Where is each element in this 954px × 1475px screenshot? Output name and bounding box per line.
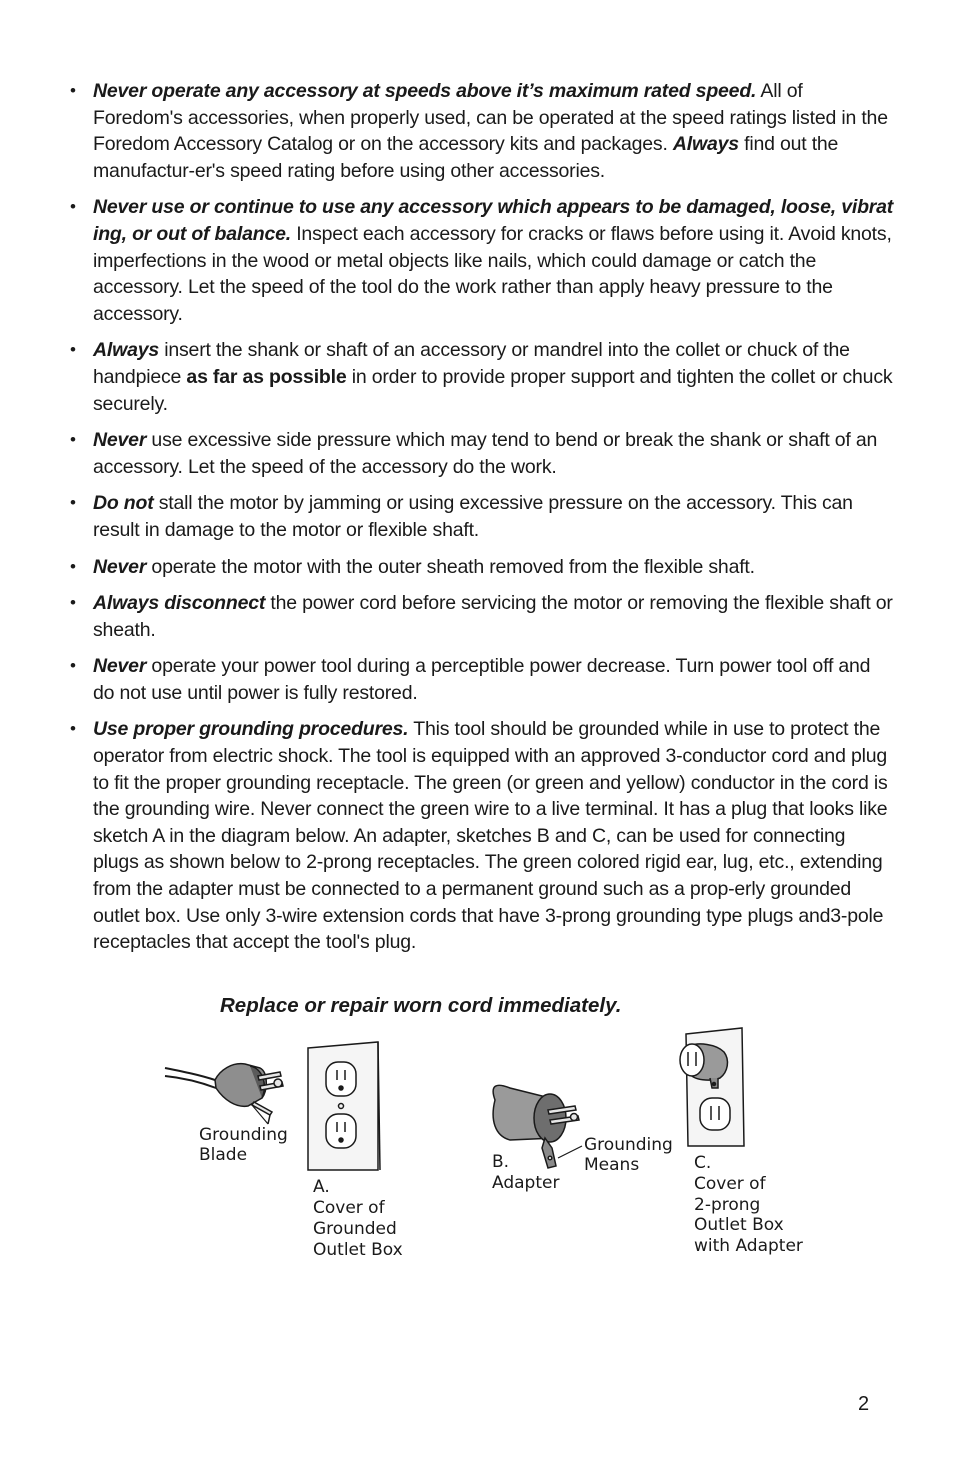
bullet-item bbox=[70, 554, 894, 581]
bullet-lead: Always bbox=[93, 339, 160, 362]
bullet-item bbox=[70, 427, 894, 480]
bullet-item bbox=[70, 194, 894, 327]
bullet-text: the power cord before servicing the motor or removing the flexible shaft or sheath. bbox=[93, 592, 893, 641]
safety-bullet-list bbox=[70, 78, 894, 966]
sketch-a-label: Cover of bbox=[313, 1198, 385, 1218]
bullet-text: operate the motor with the outer sheath removed from the flexible shaft. bbox=[146, 555, 755, 578]
bullet-emphasis: Always bbox=[672, 133, 739, 156]
bullet-item bbox=[70, 490, 894, 543]
bullet-item bbox=[70, 716, 894, 955]
grounding-means-label: Means bbox=[584, 1155, 640, 1175]
bullet-emphasis: as far as possible bbox=[186, 365, 347, 388]
two-prong-outlet-with-adapter-icon bbox=[680, 1028, 744, 1146]
bullet-item bbox=[70, 78, 894, 184]
bullet-lead: Always disconnect bbox=[93, 592, 266, 615]
bullet-lead: Never operate any accessory at speeds above it’s maximum rated speed. bbox=[93, 80, 757, 102]
sketch-c-label: with Adapter bbox=[694, 1236, 803, 1256]
sketch-b-label: B. bbox=[492, 1152, 510, 1172]
grounding-blade-label: Grounding bbox=[199, 1125, 288, 1145]
grounding-diagram bbox=[150, 1020, 830, 1280]
sketch-c-label: 2-prong bbox=[694, 1195, 761, 1215]
sketch-a-label: Grounded bbox=[313, 1219, 397, 1239]
three-prong-plug-icon bbox=[165, 1064, 283, 1124]
grounding-means-label: Grounding bbox=[584, 1135, 673, 1155]
bullet-item bbox=[70, 653, 894, 706]
bullet-item bbox=[70, 590, 894, 643]
bullet-text: insert the shank or shaft of an accessory or mandrel into the collet or chuck of the handpiece bbox=[93, 339, 850, 388]
diagram-title: Replace or repair worn cord immediately. bbox=[220, 994, 622, 1017]
bullet-lead: Never use or continue to use any accessory which appears to be damaged, loose, vibrat ing, or out of balance. bbox=[93, 196, 894, 245]
bullet-text: stall the motor by jamming or using excessive pressure on the accessory. This can result in damage to the motor or flexible shaft. bbox=[93, 492, 853, 541]
sketch-a-label: Outlet Box bbox=[313, 1240, 403, 1260]
grounded-outlet-icon bbox=[308, 1042, 380, 1170]
bullet-text: operate your power tool during a perceptible power decrease. Turn power tool off and do not use until power is fully restored. bbox=[93, 655, 871, 704]
bullet-lead: Use proper grounding procedures. bbox=[93, 718, 409, 741]
bullet-lead: Never bbox=[93, 429, 147, 452]
bullet-text: use excessive side pressure which may tend to bend or break the shank or shaft of an accessory. Let the speed of the accessory do the work. bbox=[93, 429, 878, 478]
sketch-c-label: Outlet Box bbox=[694, 1215, 784, 1235]
sketch-c-label: C. bbox=[694, 1153, 712, 1173]
sketch-b-label: Adapter bbox=[492, 1173, 560, 1193]
bullet-text: Inspect each accessory for cracks or flaws before using it. Avoid knots, imperfections in the wood or metal objects like nails, which could damage or catch the accessory. Let the speed of the tool do the work rather than apply heavy pressure to the accessory. bbox=[93, 222, 892, 325]
bullet-text: All of Foredom's accessories, when properly used, can be operated at the speed ratings listed in the Foredom Accessory Catalog or on the accessory kits and packages. bbox=[93, 80, 888, 156]
bullet-text: in order to provide proper support and tighten the collet or chuck securely. bbox=[93, 365, 893, 415]
sketch-c-label: Cover of bbox=[694, 1174, 766, 1194]
bullet-lead: Do not bbox=[93, 492, 154, 515]
bullet-lead: Never bbox=[93, 655, 147, 678]
grounding-blade-label: Blade bbox=[199, 1145, 248, 1165]
page-number: 2 bbox=[858, 1393, 870, 1415]
bullet-text: find out the manufactur-er's speed rating before using other accessories. bbox=[93, 133, 839, 182]
bullet-item bbox=[70, 337, 894, 417]
bullet-lead: Never bbox=[93, 555, 147, 578]
bullet-text: This tool should be grounded while in use to protect the operator from electric shock. The tool is equipped with an approved 3-conductor cord and plug to fit the proper grounding receptacle. The green (or green and yellow) conductor in the cord is the grounding wire. Never connect the green wire to a live terminal. It has a plug that looks like sketch A in the diagram below. An adapter, sketches B and C, can be used for connecting plugs as shown below to 2-prong receptacles. The green colored rigid ear, lug, etc., extending from the adapter must be connected to a permanent ground such as a prop-erly grounded outlet box. Use only 3-wire extension cords that have 3-prong grounding type plugs and3-pole receptacles that accept the tool's plug. bbox=[93, 718, 888, 954]
sketch-a-label: A. bbox=[313, 1177, 330, 1197]
